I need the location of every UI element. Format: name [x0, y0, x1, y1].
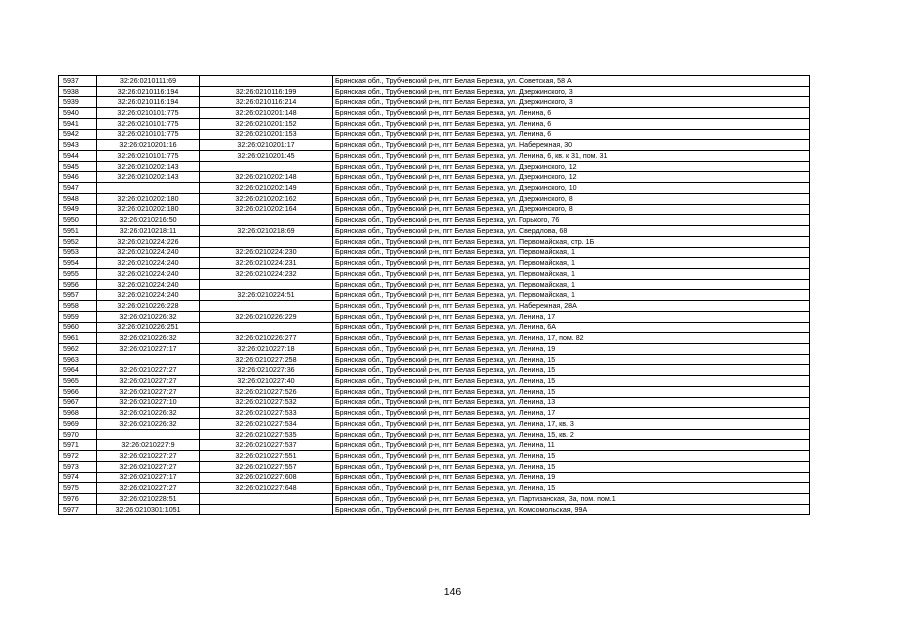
address-cell: Брянская обл., Трубчевский р-н, пгт Белая Березка, ул. Свердлова, 68 [333, 226, 810, 237]
linked-cadastral-number-cell: 32:26:0210227:36 [200, 365, 333, 376]
row-number-cell: 5974 [59, 472, 97, 483]
linked-cadastral-number-cell [200, 215, 333, 226]
row-number-cell: 5959 [59, 311, 97, 322]
address-cell: Брянская обл., Трубчевский р-н, пгт Белая Березка, ул. Набережная, 28А [333, 301, 810, 312]
address-cell: Брянская обл., Трубчевский р-н, пгт Белая Березка, ул. Партизанская, 3а, пом. пом.1 [333, 494, 810, 505]
row-number-cell: 5973 [59, 461, 97, 472]
cadastral-number-cell: 32:26:0210224:226 [97, 236, 200, 247]
row-number-cell: 5955 [59, 268, 97, 279]
table-row [59, 204, 810, 215]
address-cell: Брянская обл., Трубчевский р-н, пгт Белая Березка, ул. Ленина, 6, кв. к 31, пом. 31 [333, 151, 810, 162]
linked-cadastral-number-cell [200, 279, 333, 290]
address-cell: Брянская обл., Трубчевский р-н, пгт Белая Березка, ул. Ленина, 6А [333, 322, 810, 333]
cadastral-number-cell: 32:26:0210224:240 [97, 247, 200, 258]
linked-cadastral-number-cell: 32:26:0210201:148 [200, 108, 333, 119]
linked-cadastral-number-cell: 32:26:0210227:533 [200, 408, 333, 419]
linked-cadastral-number-cell [200, 76, 333, 87]
address-cell: Брянская обл., Трубчевский р-н, пгт Белая Березка, ул. Дзержинского, 12 [333, 161, 810, 172]
cadastral-number-cell: 32:26:0210101:775 [97, 129, 200, 140]
row-number-cell: 5954 [59, 258, 97, 269]
table-row [59, 472, 810, 483]
cadastral-number-cell: 32:26:0210101:775 [97, 108, 200, 119]
linked-cadastral-number-cell: 32:26:0210202:149 [200, 183, 333, 194]
address-cell: Брянская обл., Трубчевский р-н, пгт Белая Березка, ул. Ленина, 19 [333, 343, 810, 354]
row-number-cell: 5948 [59, 193, 97, 204]
linked-cadastral-number-cell: 32:26:0210227:535 [200, 429, 333, 440]
table-row [59, 301, 810, 312]
table-row [59, 386, 810, 397]
row-number-cell: 5945 [59, 161, 97, 172]
cadastral-number-cell: 32:26:0210227:27 [97, 483, 200, 494]
table-row [59, 108, 810, 119]
linked-cadastral-number-cell [200, 494, 333, 505]
linked-cadastral-number-cell: 32:26:0210227:526 [200, 386, 333, 397]
row-number-cell: 5962 [59, 343, 97, 354]
row-number-cell: 5958 [59, 301, 97, 312]
row-number-cell: 5971 [59, 440, 97, 451]
linked-cadastral-number-cell: 32:26:0210226:229 [200, 311, 333, 322]
cadastral-number-cell: 32:26:0210227:27 [97, 451, 200, 462]
address-cell: Брянская обл., Трубчевский р-н, пгт Белая Березка, ул. Набережная, 30 [333, 140, 810, 151]
linked-cadastral-number-cell: 32:26:0210116:214 [200, 97, 333, 108]
address-cell: Брянская обл., Трубчевский р-н, пгт Белая Березка, ул. Ленина, 15 [333, 483, 810, 494]
cadastral-number-cell: 32:26:0210216:50 [97, 215, 200, 226]
row-number-cell: 5939 [59, 97, 97, 108]
linked-cadastral-number-cell [200, 301, 333, 312]
table-row [59, 290, 810, 301]
address-cell: Брянская обл., Трубчевский р-н, пгт Белая Березка, ул. Ленина, 15 [333, 354, 810, 365]
row-number-cell: 5950 [59, 215, 97, 226]
cadastral-number-cell: 32:26:0210227:27 [97, 386, 200, 397]
table-row [59, 161, 810, 172]
linked-cadastral-number-cell: 32:26:0210201:45 [200, 151, 333, 162]
row-number-cell: 5956 [59, 279, 97, 290]
row-number-cell: 5937 [59, 76, 97, 87]
linked-cadastral-number-cell: 32:26:0210224:230 [200, 247, 333, 258]
cadastral-number-cell: 32:26:0210226:32 [97, 419, 200, 430]
cadastral-number-cell: 32:26:0210201:16 [97, 140, 200, 151]
address-cell: Брянская обл., Трубчевский р-н, пгт Белая Березка, ул. Ленина, 15 [333, 451, 810, 462]
cadastral-number-cell: 32:26:0210116:194 [97, 97, 200, 108]
linked-cadastral-number-cell: 32:26:0210227:648 [200, 483, 333, 494]
table-row [59, 129, 810, 140]
address-cell: Брянская обл., Трубчевский р-н, пгт Белая Березка, ул. Дзержинского, 8 [333, 193, 810, 204]
linked-cadastral-number-cell [200, 322, 333, 333]
cadastral-number-cell: 32:26:0210226:228 [97, 301, 200, 312]
address-cell: Брянская обл., Трубчевский р-н, пгт Белая Березка, ул. Ленина, 17 [333, 311, 810, 322]
table-row [59, 193, 810, 204]
cadastral-number-cell: 32:26:0210224:240 [97, 290, 200, 301]
row-number-cell: 5953 [59, 247, 97, 258]
cadastral-number-cell: 32:26:0210111:69 [97, 76, 200, 87]
linked-cadastral-number-cell: 32:26:0210227:532 [200, 397, 333, 408]
row-number-cell: 5961 [59, 333, 97, 344]
address-cell: Брянская обл., Трубчевский р-н, пгт Белая Березка, ул. Ленина, 15 [333, 376, 810, 387]
address-cell: Брянская обл., Трубчевский р-н, пгт Белая Березка, ул. Ленина, 17 [333, 408, 810, 419]
table-row [59, 258, 810, 269]
address-cell: Брянская обл., Трубчевский р-н, пгт Белая Березка, ул. Первомайская, стр. 1Б [333, 236, 810, 247]
cadastral-number-cell [97, 354, 200, 365]
table-body [59, 76, 810, 515]
address-cell: Брянская обл., Трубчевский р-н, пгт Белая Березка, ул. Первомайская, 1 [333, 279, 810, 290]
linked-cadastral-number-cell: 32:26:0210201:153 [200, 129, 333, 140]
address-cell: Брянская обл., Трубчевский р-н, пгт Белая Березка, ул. Ленина, 15 [333, 365, 810, 376]
linked-cadastral-number-cell: 32:26:0210227:557 [200, 461, 333, 472]
linked-cadastral-number-cell [200, 161, 333, 172]
table-row [59, 226, 810, 237]
linked-cadastral-number-cell: 32:26:0210227:258 [200, 354, 333, 365]
address-cell: Брянская обл., Трубчевский р-н, пгт Белая Березка, ул. Первомайская, 1 [333, 247, 810, 258]
row-number-cell: 5965 [59, 376, 97, 387]
table-row [59, 504, 810, 515]
table-row [59, 97, 810, 108]
cadastral-number-cell: 32:26:0210202:143 [97, 161, 200, 172]
address-cell: Брянская обл., Трубчевский р-н, пгт Белая Березка, ул. Дзержинского, 3 [333, 86, 810, 97]
linked-cadastral-number-cell: 32:26:0210116:199 [200, 86, 333, 97]
row-number-cell: 5966 [59, 386, 97, 397]
linked-cadastral-number-cell: 32:26:0210202:164 [200, 204, 333, 215]
row-number-cell: 5949 [59, 204, 97, 215]
page-number: 146 [443, 586, 462, 598]
address-cell: Брянская обл., Трубчевский р-н, пгт Белая Березка, ул. Ленина, 19 [333, 472, 810, 483]
address-cell: Брянская обл., Трубчевский р-н, пгт Белая Березка, ул. Горького, 76 [333, 215, 810, 226]
row-number-cell: 5957 [59, 290, 97, 301]
table-row [59, 322, 810, 333]
table-row [59, 236, 810, 247]
cadastral-number-cell: 32:26:0210227:10 [97, 397, 200, 408]
row-number-cell: 5946 [59, 172, 97, 183]
linked-cadastral-number-cell: 32:26:0210226:277 [200, 333, 333, 344]
linked-cadastral-number-cell: 32:26:0210227:537 [200, 440, 333, 451]
row-number-cell: 5968 [59, 408, 97, 419]
table-row [59, 408, 810, 419]
table-row [59, 172, 810, 183]
cadastral-number-cell: 32:26:0210224:240 [97, 268, 200, 279]
linked-cadastral-number-cell [200, 504, 333, 515]
address-cell: Брянская обл., Трубчевский р-н, пгт Белая Березка, ул. Советская, 58 А [333, 76, 810, 87]
row-number-cell: 5938 [59, 86, 97, 97]
linked-cadastral-number-cell: 32:26:0210224:232 [200, 268, 333, 279]
address-cell: Брянская обл., Трубчевский р-н, пгт Белая Березка, ул. Ленина, 17, пом. 82 [333, 333, 810, 344]
address-cell: Брянская обл., Трубчевский р-н, пгт Белая Березка, ул. Дзержинского, 3 [333, 97, 810, 108]
row-number-cell: 5967 [59, 397, 97, 408]
cadastral-number-cell: 32:26:0210226:251 [97, 322, 200, 333]
table-row [59, 151, 810, 162]
row-number-cell: 5964 [59, 365, 97, 376]
table-row [59, 440, 810, 451]
row-number-cell: 5942 [59, 129, 97, 140]
address-cell: Брянская обл., Трубчевский р-н, пгт Белая Березка, ул. Первомайская, 1 [333, 290, 810, 301]
table-row [59, 247, 810, 258]
cadastral-number-cell [97, 183, 200, 194]
table-row [59, 140, 810, 151]
cadastral-number-cell: 32:26:0210224:240 [97, 258, 200, 269]
linked-cadastral-number-cell: 32:26:0210227:534 [200, 419, 333, 430]
address-cell: Брянская обл., Трубчевский р-н, пгт Белая Березка, ул. Ленина, 6 [333, 108, 810, 119]
linked-cadastral-number-cell: 32:26:0210227:40 [200, 376, 333, 387]
linked-cadastral-number-cell: 32:26:0210218:69 [200, 226, 333, 237]
row-number-cell: 5951 [59, 226, 97, 237]
address-cell: Брянская обл., Трубчевский р-н, пгт Белая Березка, ул. Ленина, 15 [333, 386, 810, 397]
cadastral-number-cell: 32:26:0210202:180 [97, 204, 200, 215]
row-number-cell: 5977 [59, 504, 97, 515]
row-number-cell: 5940 [59, 108, 97, 119]
cadastral-number-cell: 32:26:0210226:32 [97, 311, 200, 322]
linked-cadastral-number-cell [200, 236, 333, 247]
cadastral-number-cell: 32:26:0210227:17 [97, 472, 200, 483]
table-row [59, 215, 810, 226]
address-cell: Брянская обл., Трубчевский р-н, пгт Белая Березка, ул. Первомайская, 1 [333, 258, 810, 269]
address-cell: Брянская обл., Трубчевский р-н, пгт Белая Березка, ул. Ленина, 11 [333, 440, 810, 451]
row-number-cell: 5944 [59, 151, 97, 162]
cadastral-number-cell [97, 429, 200, 440]
table-row [59, 76, 810, 87]
cadastral-number-cell: 32:26:0210101:775 [97, 118, 200, 129]
cadastral-number-cell: 32:26:0210101:775 [97, 151, 200, 162]
table-row [59, 183, 810, 194]
row-number-cell: 5941 [59, 118, 97, 129]
linked-cadastral-number-cell: 32:26:0210227:608 [200, 472, 333, 483]
cadastral-number-cell: 32:26:0210218:11 [97, 226, 200, 237]
row-number-cell: 5970 [59, 429, 97, 440]
table-row [59, 461, 810, 472]
cadastral-number-cell: 32:26:0210227:27 [97, 376, 200, 387]
row-number-cell: 5960 [59, 322, 97, 333]
table-row [59, 333, 810, 344]
table-row [59, 268, 810, 279]
table-row [59, 365, 810, 376]
linked-cadastral-number-cell: 32:26:0210224:231 [200, 258, 333, 269]
table-row [59, 494, 810, 505]
table-row [59, 397, 810, 408]
address-cell: Брянская обл., Трубчевский р-н, пгт Белая Березка, ул. Ленина, 17, кв. 3 [333, 419, 810, 430]
row-number-cell: 5963 [59, 354, 97, 365]
linked-cadastral-number-cell: 32:26:0210202:148 [200, 172, 333, 183]
table-row [59, 429, 810, 440]
cadastral-number-cell: 32:26:0210228:51 [97, 494, 200, 505]
table-row [59, 451, 810, 462]
row-number-cell: 5952 [59, 236, 97, 247]
linked-cadastral-number-cell: 32:26:0210201:17 [200, 140, 333, 151]
cadastral-number-cell: 32:26:0210227:9 [97, 440, 200, 451]
table-row [59, 376, 810, 387]
address-cell: Брянская обл., Трубчевский р-н, пгт Белая Березка, ул. Дзержинского, 12 [333, 172, 810, 183]
row-number-cell: 5943 [59, 140, 97, 151]
linked-cadastral-number-cell: 32:26:0210201:152 [200, 118, 333, 129]
address-cell: Брянская обл., Трубчевский р-н, пгт Белая Березка, ул. Первомайская, 1 [333, 268, 810, 279]
row-number-cell: 5975 [59, 483, 97, 494]
linked-cadastral-number-cell: 32:26:0210227:18 [200, 343, 333, 354]
table-row [59, 343, 810, 354]
address-cell: Брянская обл., Трубчевский р-н, пгт Белая Березка, ул. Ленина, 13 [333, 397, 810, 408]
table-row [59, 483, 810, 494]
linked-cadastral-number-cell: 32:26:0210202:162 [200, 193, 333, 204]
address-cell: Брянская обл., Трубчевский р-н, пгт Белая Березка, ул. Ленина, 6 [333, 129, 810, 140]
address-cell: Брянская обл., Трубчевский р-н, пгт Белая Березка, ул. Ленина, 6 [333, 118, 810, 129]
address-cell: Брянская обл., Трубчевский р-н, пгт Белая Березка, ул. Ленина, 15, кв. 2 [333, 429, 810, 440]
cadastral-number-cell: 32:26:0210227:27 [97, 461, 200, 472]
row-number-cell: 5969 [59, 419, 97, 430]
linked-cadastral-number-cell: 32:26:0210224:51 [200, 290, 333, 301]
row-number-cell: 5947 [59, 183, 97, 194]
table-row [59, 354, 810, 365]
cadastral-number-cell: 32:26:0210116:194 [97, 86, 200, 97]
cadastral-number-cell: 32:26:0210224:240 [97, 279, 200, 290]
cadastral-number-cell: 32:26:0210202:180 [97, 193, 200, 204]
table-row [59, 118, 810, 129]
table-row [59, 86, 810, 97]
cadastral-number-cell: 32:26:0210301:1051 [97, 504, 200, 515]
cadastral-number-cell: 32:26:0210202:143 [97, 172, 200, 183]
row-number-cell: 5976 [59, 494, 97, 505]
address-cell: Брянская обл., Трубчевский р-н, пгт Белая Березка, ул. Дзержинского, 8 [333, 204, 810, 215]
table-row [59, 311, 810, 322]
cadastral-number-cell: 32:26:0210226:32 [97, 408, 200, 419]
linked-cadastral-number-cell: 32:26:0210227:551 [200, 451, 333, 462]
cadastral-number-cell: 32:26:0210227:27 [97, 365, 200, 376]
address-cell: Брянская обл., Трубчевский р-н, пгт Белая Березка, ул. Комсомольская, 99А [333, 504, 810, 515]
address-cell: Брянская обл., Трубчевский р-н, пгт Белая Березка, ул. Дзержинского, 10 [333, 183, 810, 194]
row-number-cell: 5972 [59, 451, 97, 462]
cadastral-number-cell: 32:26:0210227:17 [97, 343, 200, 354]
table-row [59, 279, 810, 290]
table-row [59, 419, 810, 430]
cadastral-table [58, 75, 810, 515]
address-cell: Брянская обл., Трубчевский р-н, пгт Белая Березка, ул. Ленина, 15 [333, 461, 810, 472]
cadastral-number-cell: 32:26:0210226:32 [97, 333, 200, 344]
